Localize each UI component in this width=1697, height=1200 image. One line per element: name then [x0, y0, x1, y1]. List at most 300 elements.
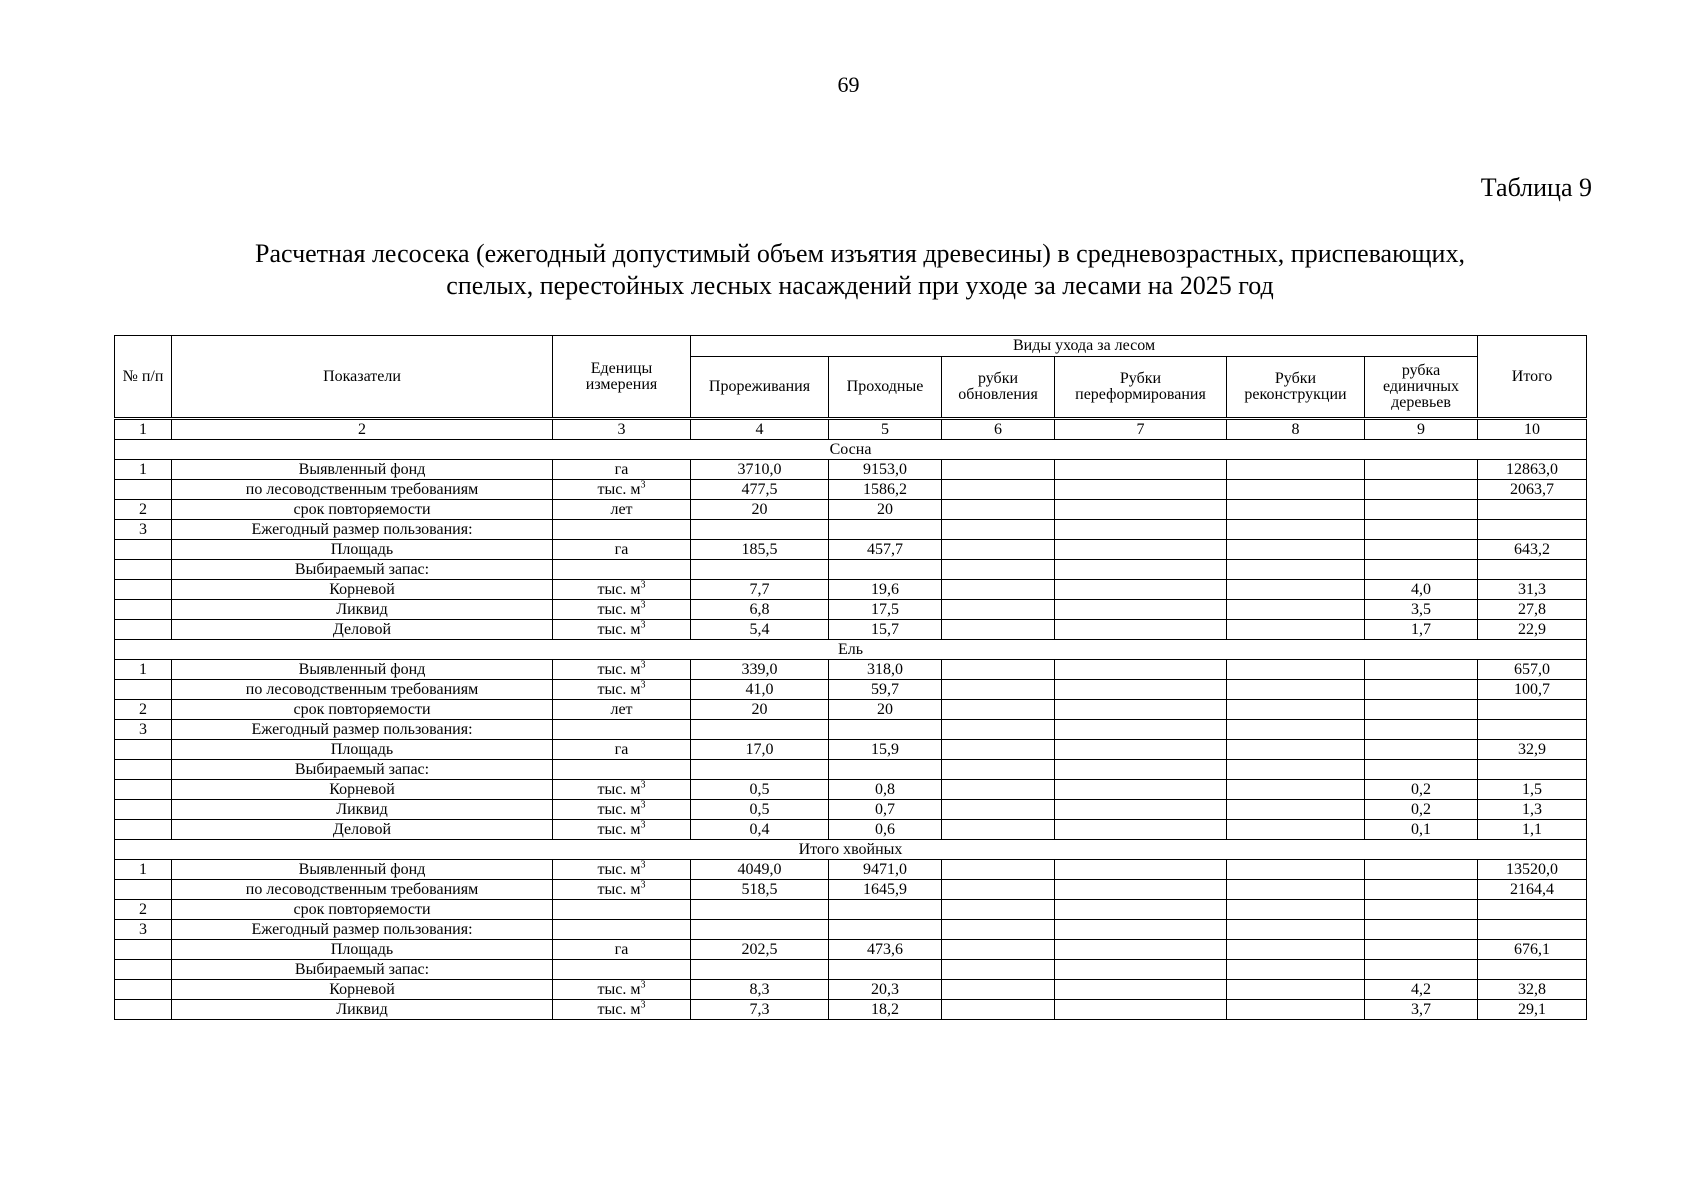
unit-cell [553, 520, 691, 540]
single-trees-value [1365, 680, 1478, 700]
unit-superscript: 3 [640, 619, 646, 631]
single-trees-value: 1,7 [1365, 620, 1478, 640]
renewal-value [942, 520, 1055, 540]
thinning-value: 5,4 [691, 620, 829, 640]
indicator-label: Площадь [172, 940, 553, 960]
table-row [115, 560, 1587, 580]
column-number: 7 [1055, 419, 1227, 440]
thinning-value: 477,5 [691, 480, 829, 500]
row-number [115, 740, 172, 760]
row-number [115, 620, 172, 640]
table-row [115, 780, 1587, 800]
table-row [115, 460, 1587, 480]
reformation-value [1055, 480, 1227, 500]
table-row [115, 980, 1587, 1000]
thinning-value [691, 520, 829, 540]
row-number [115, 600, 172, 620]
row-number [115, 1000, 172, 1020]
indicator-label: Выбираемый запас: [172, 960, 553, 980]
indicator-label: Выявленный фонд [172, 460, 553, 480]
section-title: Ель [115, 640, 1587, 660]
reformation-value [1055, 860, 1227, 880]
column-number: 1 [115, 419, 172, 440]
reformation-value [1055, 900, 1227, 920]
reformation-value [1055, 1000, 1227, 1020]
header-indicators: Показатели [172, 336, 553, 419]
total-value: 12863,0 [1478, 460, 1587, 480]
thinning-value: 20 [691, 700, 829, 720]
indicator-label: Ликвид [172, 600, 553, 620]
total-value: 100,7 [1478, 680, 1587, 700]
row-number: 2 [115, 900, 172, 920]
total-value: 22,9 [1478, 620, 1587, 640]
passage-value: 318,0 [829, 660, 942, 680]
reconstruction-value [1227, 820, 1365, 840]
passage-value [829, 520, 942, 540]
section-title: Сосна [115, 440, 1587, 460]
single-trees-value [1365, 760, 1478, 780]
renewal-value [942, 820, 1055, 840]
indicator-label: по лесоводственным требованиям [172, 880, 553, 900]
indicator-label: Ежегодный размер пользования: [172, 920, 553, 940]
indicator-label: Ежегодный размер пользования: [172, 520, 553, 540]
single-trees-value [1365, 480, 1478, 500]
unit-text: га [614, 940, 629, 958]
thinning-value: 17,0 [691, 740, 829, 760]
table-row [115, 680, 1587, 700]
total-value [1478, 700, 1587, 720]
single-trees-value: 0,2 [1365, 800, 1478, 820]
passage-value: 9471,0 [829, 860, 942, 880]
renewal-value [942, 480, 1055, 500]
table-row [115, 860, 1587, 880]
total-value: 27,8 [1478, 600, 1587, 620]
table-row [115, 740, 1587, 760]
table-row [115, 900, 1587, 920]
table-row [115, 600, 1587, 620]
reconstruction-value [1227, 480, 1365, 500]
thinning-value [691, 900, 829, 920]
single-trees-value: 3,5 [1365, 600, 1478, 620]
unit-superscript: 3 [640, 859, 646, 871]
unit-text: тыс. м [597, 800, 641, 818]
unit-cell [553, 800, 691, 820]
reconstruction-value [1227, 960, 1365, 980]
reformation-value [1055, 560, 1227, 580]
table-row [115, 920, 1587, 940]
renewal-value [942, 920, 1055, 940]
reformation-value [1055, 940, 1227, 960]
unit-superscript: 3 [640, 599, 646, 611]
reconstruction-value [1227, 800, 1365, 820]
table-row [115, 620, 1587, 640]
thinning-value [691, 920, 829, 940]
thinning-value [691, 720, 829, 740]
single-trees-value [1365, 460, 1478, 480]
passage-value: 473,6 [829, 940, 942, 960]
reformation-value [1055, 460, 1227, 480]
renewal-value [942, 900, 1055, 920]
renewal-value [942, 1000, 1055, 1020]
passage-value: 0,7 [829, 800, 942, 820]
reformation-value [1055, 880, 1227, 900]
single-trees-value [1365, 740, 1478, 760]
table-row [115, 660, 1587, 680]
table-row [115, 540, 1587, 560]
passage-value: 18,2 [829, 1000, 942, 1020]
renewal-value [942, 600, 1055, 620]
total-value [1478, 560, 1587, 580]
reformation-value [1055, 920, 1227, 940]
total-value [1478, 520, 1587, 540]
single-trees-value: 4,2 [1365, 980, 1478, 1000]
table-row [115, 720, 1587, 740]
unit-cell [553, 940, 691, 960]
reformation-value [1055, 720, 1227, 740]
table-row [115, 940, 1587, 960]
header-renewal: рубки обновления [942, 357, 1055, 419]
reformation-value [1055, 980, 1227, 1000]
renewal-value [942, 540, 1055, 560]
total-value: 676,1 [1478, 940, 1587, 960]
total-value [1478, 720, 1587, 740]
unit-superscript: 3 [640, 819, 646, 831]
passage-value: 15,9 [829, 740, 942, 760]
reconstruction-value [1227, 920, 1365, 940]
thinning-value [691, 960, 829, 980]
unit-cell [553, 620, 691, 640]
unit-text: тыс. м [597, 660, 641, 678]
row-number [115, 560, 172, 580]
unit-text: га [614, 740, 629, 758]
reconstruction-value [1227, 540, 1365, 560]
passage-value [829, 760, 942, 780]
unit-text: тыс. м [597, 600, 641, 618]
unit-superscript: 3 [640, 779, 646, 791]
reconstruction-value [1227, 520, 1365, 540]
reconstruction-value [1227, 620, 1365, 640]
total-value: 1,1 [1478, 820, 1587, 840]
reconstruction-value [1227, 760, 1365, 780]
indicator-label: Корневой [172, 780, 553, 800]
total-value [1478, 920, 1587, 940]
row-number [115, 780, 172, 800]
header-care-types: Виды ухода за лесом [691, 336, 1478, 357]
thinning-value [691, 760, 829, 780]
table-row [115, 760, 1587, 780]
unit-text: лет [610, 500, 633, 518]
total-value: 29,1 [1478, 1000, 1587, 1020]
reformation-value [1055, 760, 1227, 780]
thinning-value [691, 560, 829, 580]
renewal-value [942, 580, 1055, 600]
unit-cell [553, 780, 691, 800]
renewal-value [942, 760, 1055, 780]
thinning-value: 20 [691, 500, 829, 520]
total-value [1478, 960, 1587, 980]
unit-cell [553, 540, 691, 560]
unit-cell [553, 760, 691, 780]
reformation-value [1055, 680, 1227, 700]
passage-value: 0,6 [829, 820, 942, 840]
title-line-1: Расчетная лесосека (ежегодный допустимый объем изъятия древесины) в средневозрастных, приспевающих, [255, 239, 1465, 268]
row-number [115, 820, 172, 840]
reformation-value [1055, 740, 1227, 760]
unit-cell [553, 580, 691, 600]
thinning-value: 518,5 [691, 880, 829, 900]
renewal-value [942, 620, 1055, 640]
indicator-label: Ежегодный размер пользования: [172, 720, 553, 740]
passage-value: 15,7 [829, 620, 942, 640]
unit-superscript: 3 [640, 799, 646, 811]
renewal-value [942, 660, 1055, 680]
row-number: 1 [115, 660, 172, 680]
row-number [115, 760, 172, 780]
indicator-label: Выбираемый запас: [172, 760, 553, 780]
single-trees-value: 0,1 [1365, 820, 1478, 840]
passage-value [829, 920, 942, 940]
passage-value: 20 [829, 500, 942, 520]
passage-value [829, 560, 942, 580]
unit-cell [553, 500, 691, 520]
reformation-value [1055, 700, 1227, 720]
row-number [115, 980, 172, 1000]
thinning-value: 7,3 [691, 1000, 829, 1020]
header-thinning: Прореживания [691, 357, 829, 419]
header-total: Итого [1478, 336, 1587, 419]
passage-value: 0,8 [829, 780, 942, 800]
total-value: 32,8 [1478, 980, 1587, 1000]
page-number: 69 [837, 72, 860, 97]
single-trees-value [1365, 880, 1478, 900]
passage-value: 20 [829, 700, 942, 720]
unit-text: га [614, 540, 629, 558]
indicator-label: Корневой [172, 580, 553, 600]
passage-value: 17,5 [829, 600, 942, 620]
header-reconstruction: Рубки реконструкции [1227, 357, 1365, 419]
passage-value: 1645,9 [829, 880, 942, 900]
renewal-value [942, 860, 1055, 880]
indicator-label: Площадь [172, 540, 553, 560]
reconstruction-value [1227, 720, 1365, 740]
unit-cell [553, 680, 691, 700]
reconstruction-value [1227, 560, 1365, 580]
total-value: 643,2 [1478, 540, 1587, 560]
thinning-value: 6,8 [691, 600, 829, 620]
row-number: 3 [115, 520, 172, 540]
table-row [115, 960, 1587, 980]
thinning-value: 8,3 [691, 980, 829, 1000]
renewal-value [942, 680, 1055, 700]
table-row [115, 480, 1587, 500]
row-number: 2 [115, 500, 172, 520]
renewal-value [942, 720, 1055, 740]
indicator-label: Деловой [172, 820, 553, 840]
reconstruction-value [1227, 940, 1365, 960]
row-number: 1 [115, 460, 172, 480]
unit-cell [553, 860, 691, 880]
passage-value: 457,7 [829, 540, 942, 560]
column-number: 5 [829, 419, 942, 440]
single-trees-value [1365, 520, 1478, 540]
reformation-value [1055, 540, 1227, 560]
indicator-label: Выявленный фонд [172, 860, 553, 880]
renewal-value [942, 940, 1055, 960]
indicator-label: Ликвид [172, 1000, 553, 1020]
row-number [115, 940, 172, 960]
reconstruction-value [1227, 460, 1365, 480]
passage-value: 19,6 [829, 580, 942, 600]
renewal-value [942, 880, 1055, 900]
row-number [115, 960, 172, 980]
passage-value [829, 900, 942, 920]
thinning-value: 3710,0 [691, 460, 829, 480]
indicator-label: Выявленный фонд [172, 660, 553, 680]
unit-cell [553, 900, 691, 920]
indicator-label: срок повторяемости [172, 500, 553, 520]
total-value: 2164,4 [1478, 880, 1587, 900]
total-value: 1,5 [1478, 780, 1587, 800]
reformation-value [1055, 580, 1227, 600]
table-row [115, 500, 1587, 520]
renewal-value [942, 460, 1055, 480]
renewal-value [942, 500, 1055, 520]
unit-superscript: 3 [640, 679, 646, 691]
unit-text: тыс. м [597, 860, 641, 878]
unit-text: тыс. м [597, 780, 641, 798]
unit-text: тыс. м [597, 880, 641, 898]
section-header-row [115, 640, 1587, 660]
table-row [115, 700, 1587, 720]
allowable-cut-table [114, 335, 1587, 1020]
thinning-value: 185,5 [691, 540, 829, 560]
title-line-2: спелых, перестойных лесных насаждений при уходе за лесами на 2025 год [446, 271, 1274, 300]
reconstruction-value [1227, 780, 1365, 800]
unit-superscript: 3 [640, 999, 646, 1011]
reformation-value [1055, 780, 1227, 800]
unit-cell [553, 1000, 691, 1020]
total-value: 1,3 [1478, 800, 1587, 820]
single-trees-value [1365, 960, 1478, 980]
table-row [115, 1000, 1587, 1020]
column-number: 6 [942, 419, 1055, 440]
table-row [115, 880, 1587, 900]
renewal-value [942, 780, 1055, 800]
renewal-value [942, 560, 1055, 580]
unit-superscript: 3 [640, 579, 646, 591]
reconstruction-value [1227, 680, 1365, 700]
single-trees-value [1365, 720, 1478, 740]
total-value: 2063,7 [1478, 480, 1587, 500]
reconstruction-value [1227, 500, 1365, 520]
reformation-value [1055, 600, 1227, 620]
thinning-value: 0,5 [691, 780, 829, 800]
single-trees-value [1365, 900, 1478, 920]
unit-cell [553, 880, 691, 900]
thinning-value: 0,5 [691, 800, 829, 820]
row-number: 3 [115, 720, 172, 740]
unit-superscript: 3 [640, 479, 646, 491]
unit-cell [553, 480, 691, 500]
unit-cell [553, 700, 691, 720]
header-single-trees: рубка единичных деревьев [1365, 357, 1478, 419]
unit-cell [553, 920, 691, 940]
total-value [1478, 900, 1587, 920]
reformation-value [1055, 820, 1227, 840]
header-no: № п/п [115, 336, 172, 419]
table-label: Таблица 9 [1480, 173, 1592, 202]
unit-text: га [614, 460, 629, 478]
indicator-label: срок повторяемости [172, 900, 553, 920]
row-number [115, 580, 172, 600]
unit-text: лет [610, 700, 633, 718]
single-trees-value: 0,2 [1365, 780, 1478, 800]
reconstruction-value [1227, 980, 1365, 1000]
indicator-label: по лесоводственным требованиям [172, 480, 553, 500]
passage-value [829, 720, 942, 740]
reformation-value [1055, 520, 1227, 540]
indicator-label: Площадь [172, 740, 553, 760]
total-value [1478, 760, 1587, 780]
unit-cell [553, 820, 691, 840]
column-number: 3 [553, 419, 691, 440]
section-header-row [115, 440, 1587, 460]
renewal-value [942, 800, 1055, 820]
passage-value: 1586,2 [829, 480, 942, 500]
table-row [115, 820, 1587, 840]
row-number [115, 540, 172, 560]
passage-value [829, 960, 942, 980]
single-trees-value [1365, 560, 1478, 580]
reconstruction-value [1227, 900, 1365, 920]
unit-cell [553, 740, 691, 760]
row-number [115, 880, 172, 900]
passage-value: 59,7 [829, 680, 942, 700]
column-number: 8 [1227, 419, 1365, 440]
reconstruction-value [1227, 1000, 1365, 1020]
unit-text: тыс. м [597, 820, 641, 838]
unit-text: тыс. м [597, 980, 641, 998]
unit-superscript: 3 [640, 979, 646, 991]
unit-text: тыс. м [597, 580, 641, 598]
reconstruction-value [1227, 700, 1365, 720]
thinning-value: 202,5 [691, 940, 829, 960]
renewal-value [942, 980, 1055, 1000]
reformation-value [1055, 660, 1227, 680]
renewal-value [942, 700, 1055, 720]
row-number [115, 680, 172, 700]
indicator-label: Выбираемый запас: [172, 560, 553, 580]
table-row [115, 520, 1587, 540]
reformation-value [1055, 800, 1227, 820]
reconstruction-value [1227, 740, 1365, 760]
thinning-value: 41,0 [691, 680, 829, 700]
column-number: 10 [1478, 419, 1587, 440]
section-title: Итого хвойных [115, 840, 1587, 860]
table-row [115, 580, 1587, 600]
indicator-label: Корневой [172, 980, 553, 1000]
unit-text: тыс. м [597, 680, 641, 698]
section-header-row [115, 840, 1587, 860]
unit-cell [553, 980, 691, 1000]
reconstruction-value [1227, 600, 1365, 620]
single-trees-value: 3,7 [1365, 1000, 1478, 1020]
header-passage: Проходные [829, 357, 942, 419]
reconstruction-value [1227, 580, 1365, 600]
single-trees-value [1365, 940, 1478, 960]
header-units: Еденицы измерения [553, 336, 691, 419]
table-row [115, 800, 1587, 820]
